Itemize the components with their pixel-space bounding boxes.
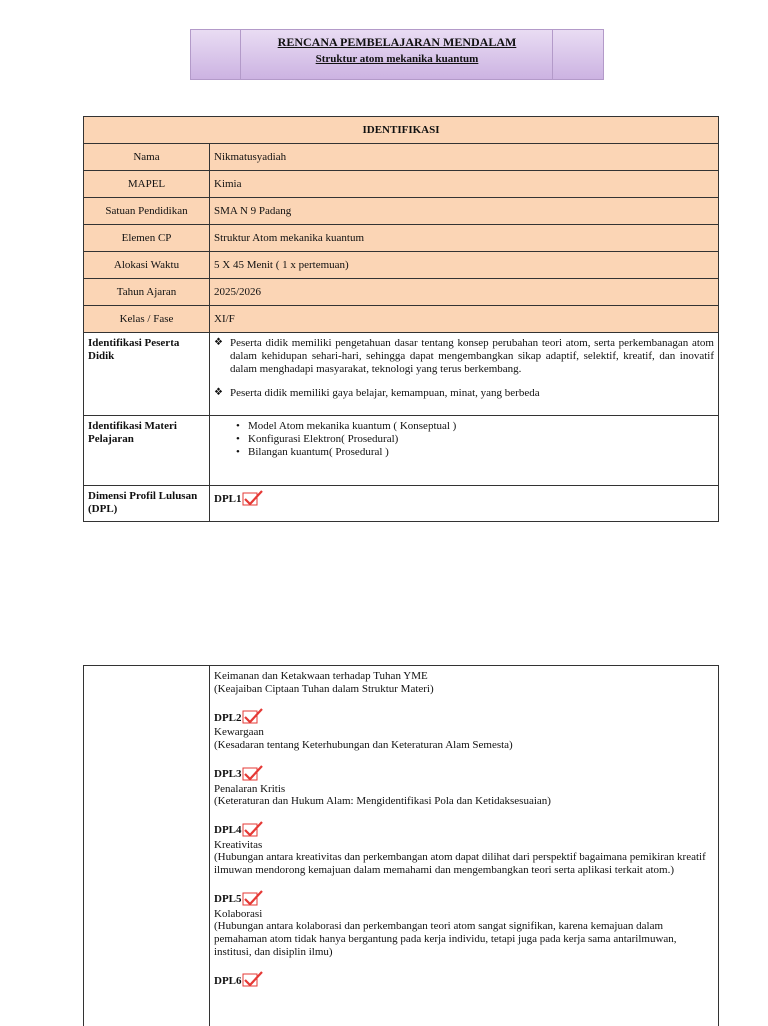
peserta-label: Identifikasi Peserta Didik — [84, 333, 210, 416]
checkbox-checked-icon — [242, 490, 264, 506]
diamond-bullet-icon: ❖ — [214, 337, 223, 348]
empty-label-cell — [84, 666, 210, 1026]
dpl-desc: (Kesadaran tentang Keterhubungan dan Keteraturan Alam Semesta) — [214, 738, 513, 751]
dpl5-block — [214, 890, 714, 959]
dpl-code: DPL3 — [214, 767, 242, 780]
dpl-label: Dimensi Profil Lulusan (DPL) — [84, 486, 210, 522]
row-label: Elemen CP — [84, 225, 210, 252]
round-bullet-icon: • — [236, 433, 240, 446]
row-value: SMA N 9 Padang — [210, 198, 719, 225]
list-item: • Konfigurasi Elektron( Prosedural) — [236, 433, 399, 446]
materi-value — [210, 416, 719, 486]
row-value: Nikmatusyadiah — [210, 144, 719, 171]
table-row — [84, 306, 719, 333]
table-row — [84, 171, 719, 198]
row-value: Struktur Atom mekanika kuantum — [210, 225, 719, 252]
checkbox-checked-icon — [242, 708, 264, 724]
dpl-details — [210, 666, 719, 1026]
row-value: Kimia — [210, 171, 719, 198]
checkbox-checked-icon — [242, 890, 264, 906]
dpl2-block — [214, 708, 714, 751]
row-label: Satuan Pendidikan — [84, 198, 210, 225]
row-label: Nama — [84, 144, 210, 171]
table-row — [84, 486, 719, 522]
dpl-desc: (Hubungan antara kreativitas dan perkembangan atom dapat dilihat dari perspektif bagaimana pemikiran kreatif ilmuwan mendorong kemajuan dalam memahami dan mengembangkan teori serta aplikasi terkait atom.) — [214, 851, 706, 877]
document-title: RENCANA PEMBELAJARAN MENDALAM — [277, 35, 517, 49]
table-row — [84, 279, 719, 306]
list-item: ❖ Peserta didik memiliki pengetahuan dasar tentang konsep perubahan teori atom, serta perkembanagan atom dalam kehidupan sehari-hari, sehingga dapat mengembangkan sikap adaptif, selektif, kreatif, dan inovatif dalam menghadapi masyarakat, teknologi yang terus berkembang. — [214, 337, 714, 376]
row-value: 2025/2026 — [210, 279, 719, 306]
round-bullet-icon: • — [236, 446, 240, 459]
table-row — [84, 416, 719, 486]
dpl-title: Kewargaan — [214, 726, 264, 739]
materi-label: Identifikasi Materi Pelajaran — [84, 416, 210, 486]
list-item: • Model Atom mekanika kuantum ( Konseptual ) — [236, 420, 457, 432]
row-label: MAPEL — [84, 171, 210, 198]
dpl6-block — [214, 971, 714, 987]
dpl-code: DPL4 — [214, 824, 242, 837]
dpl-continuation-table — [83, 665, 719, 1026]
peserta-list — [214, 337, 714, 400]
row-label: Alokasi Waktu — [84, 252, 210, 279]
round-bullet-icon: • — [236, 420, 240, 432]
dpl-title: Kolaborasi — [214, 907, 263, 920]
checkbox-checked-icon — [242, 821, 264, 837]
dpl-desc: (Keteraturan dan Hukum Alam: Mengidentifikasi Pola dan Ketidaksesuaian) — [214, 795, 551, 808]
dpl-title: Penalaran Kritis — [214, 782, 286, 795]
row-value: XI/F — [210, 306, 719, 333]
checkbox-checked-icon — [242, 765, 264, 781]
dpl3-block — [214, 765, 714, 808]
dpl-code: DPL1 — [214, 492, 242, 505]
dpl-value — [210, 486, 719, 522]
document-subtitle: Struktur atom mekanika kuantum — [315, 53, 479, 65]
dpl-title: Kreativitas — [214, 838, 263, 851]
dpl-code: DPL5 — [214, 893, 242, 906]
list-item: ❖ Peserta didik memiliki gaya belajar, kemampuan, minat, yang berbeda — [214, 386, 540, 399]
dpl-desc: (Keajaiban Ciptaan Tuhan dalam Struktur Materi) — [214, 682, 434, 695]
table-row — [84, 333, 719, 416]
dpl-code: DPL2 — [214, 711, 242, 724]
materi-list — [214, 420, 714, 460]
table-row — [84, 198, 719, 225]
dpl-title: Keimanan dan Ketakwaan terhadap Tuhan YME — [214, 670, 428, 682]
dpl-desc: (Hubungan antara kolaborasi dan perkembangan teori atom sangat signifikan, karena kemajuan dalam pemahaman atom tidak hanya bergantung pada kerja individu, tetapi juga pada kerja sama antarilmuwan, institusi, dan disiplin ilmu) — [214, 920, 677, 958]
identifikasi-table — [83, 116, 719, 522]
row-value: 5 X 45 Menit ( 1 x pertemuan) — [210, 252, 719, 279]
document-title-banner — [190, 29, 604, 80]
checkbox-checked-icon — [242, 971, 264, 987]
list-item: • Bilangan kuantum( Prosedural ) — [236, 446, 389, 459]
peserta-value — [210, 333, 719, 416]
diamond-bullet-icon: ❖ — [214, 386, 223, 398]
dpl1-block — [214, 670, 714, 695]
table-row — [84, 225, 719, 252]
row-label: Tahun Ajaran — [84, 279, 210, 306]
identifikasi-heading: IDENTIFIKASI — [84, 117, 719, 144]
dpl4-block — [214, 821, 714, 877]
table-row — [84, 144, 719, 171]
table-row — [84, 252, 719, 279]
dpl-code: DPL6 — [214, 974, 242, 987]
row-label: Kelas / Fase — [84, 306, 210, 333]
